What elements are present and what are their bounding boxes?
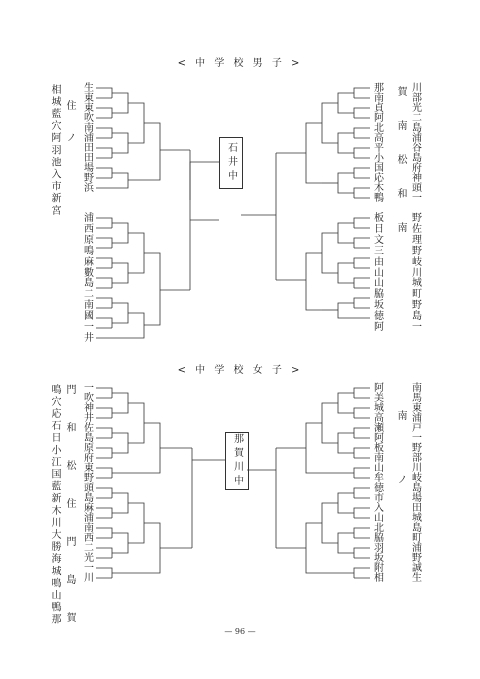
team-entry: 二 <box>84 289 94 301</box>
team-entry: 谷 <box>412 143 422 154</box>
team-entry: 一 <box>412 433 422 444</box>
team-entry: 島 <box>412 483 422 494</box>
team-entry: 板 <box>374 443 384 454</box>
boys-title: < 中 学 校 男 子 > <box>177 58 303 69</box>
team-entry: 生 <box>412 573 422 584</box>
team-entry: 一 <box>412 322 422 333</box>
team-entry: 城 <box>412 513 422 524</box>
team-entry: 東 <box>84 463 94 474</box>
team-entry: 一 <box>84 322 94 333</box>
team-entry: 一 <box>84 563 94 574</box>
team-entry: 脇 <box>374 289 384 301</box>
team-entry: 田 <box>84 143 94 154</box>
team-entry: 一 <box>412 193 422 204</box>
team-entry: 浦 <box>412 543 422 554</box>
team-entry: 麻 <box>84 503 94 514</box>
team-entry: 浜 <box>84 183 94 194</box>
team-entry: 佐 <box>412 223 422 235</box>
team-entry: 牟 <box>374 473 384 484</box>
team-entry: 南 <box>84 523 94 534</box>
team-entry: 吹 <box>84 393 94 404</box>
boys-right-mid: 賀 南 松 和 南 <box>395 86 406 239</box>
team-entry: 部 <box>412 453 422 464</box>
team-entry: 島 <box>84 433 94 444</box>
girls-left-prefix: 鳴穴応石日小江国藍新木川大勝海城鳴山鴨那 <box>49 384 60 626</box>
page-number: — 96 — <box>224 627 256 636</box>
team-entry: 瀬 <box>374 423 384 434</box>
team-entry: 阿 <box>374 433 384 444</box>
team-entry: 野 <box>84 473 94 484</box>
team-entry: 神 <box>412 173 422 184</box>
team-entry: 山 <box>374 463 384 474</box>
team-entry: 町 <box>412 533 422 544</box>
team-entry: 国 <box>374 163 384 174</box>
team-entry: 日 <box>374 223 384 235</box>
team-entry: 二 <box>412 113 422 124</box>
team-entry: 場 <box>412 493 422 504</box>
team-entry: 川 <box>412 267 422 279</box>
team-entry: 田 <box>84 153 94 164</box>
team-entry: 那 <box>374 83 384 94</box>
team-entry: 府 <box>84 453 94 464</box>
team-entry: 附 <box>374 563 384 574</box>
team-entry: 脇 <box>374 533 384 544</box>
team-entry: 二 <box>84 543 94 554</box>
team-entry: 坂 <box>374 300 384 312</box>
team-entry: 美 <box>374 393 384 404</box>
boys-left-prefix: 相城藍穴阿羽池入市新宮 <box>49 84 60 218</box>
team-entry: 文 <box>374 234 384 246</box>
team-entry: 理 <box>412 234 422 246</box>
team-entry: 野 <box>412 245 422 257</box>
team-entry: 山 <box>374 278 384 290</box>
boys-champion-box: 石井中 <box>219 137 243 189</box>
team-entry: 頭 <box>412 183 422 194</box>
team-entry: 城 <box>374 403 384 414</box>
team-entry: 岐 <box>412 473 422 484</box>
team-entry: 川 <box>84 573 94 584</box>
team-entry: 島 <box>412 311 422 323</box>
team-entry: 誠 <box>412 563 422 574</box>
team-entry: 浦 <box>84 133 94 144</box>
team-entry: 浦 <box>412 133 422 144</box>
girls-right-mid: 南 ノ <box>395 410 406 506</box>
team-entry: 西 <box>84 223 94 235</box>
team-entry: 南 <box>84 300 94 312</box>
team-entry: 阿 <box>374 383 384 394</box>
team-entry: 城 <box>412 278 422 290</box>
team-entry: 阿 <box>374 113 384 124</box>
team-entry: 野 <box>412 300 422 312</box>
team-entry: 南 <box>84 123 94 134</box>
team-entry: 野 <box>412 443 422 454</box>
team-entry: 応 <box>374 173 384 184</box>
girls-champion-box: 那賀川中 <box>225 432 249 490</box>
team-entry: 浦 <box>84 213 94 224</box>
team-entry: 南 <box>374 453 384 464</box>
team-entry: 佐 <box>84 423 94 434</box>
team-entry: 鳴 <box>84 245 94 257</box>
team-entry: 馬 <box>412 393 422 404</box>
team-entry: 原 <box>84 234 94 246</box>
team-entry: 數 <box>84 267 94 279</box>
team-entry: 山 <box>374 513 384 524</box>
team-entry: 小 <box>374 153 384 164</box>
team-entry: 部 <box>412 93 422 104</box>
team-entry: 戸 <box>412 423 422 434</box>
team-entry: 光 <box>84 553 94 564</box>
team-entry: 東 <box>84 103 94 114</box>
girls-left-prefix-mid: 門 和 松 住 門 島 賀 <box>64 384 75 631</box>
team-entry: 野 <box>84 173 94 184</box>
team-entry: 南 <box>374 93 384 104</box>
team-entry: 東 <box>84 93 94 104</box>
team-entry: 東 <box>412 403 422 414</box>
team-entry: 生 <box>84 83 94 94</box>
team-entry: 浦 <box>412 413 422 424</box>
team-entry: 島 <box>84 278 94 290</box>
team-entry: 三 <box>374 245 384 257</box>
team-entry: 坂 <box>374 553 384 564</box>
team-entry: 島 <box>412 123 422 134</box>
team-entry: 川 <box>412 83 422 94</box>
girls-title: < 中 学 校 女 子 > <box>177 365 303 376</box>
team-entry: 北 <box>374 123 384 134</box>
team-entry: 浦 <box>84 513 94 524</box>
team-entry: 貞 <box>374 103 384 114</box>
team-entry: 國 <box>84 311 94 323</box>
team-entry: 原 <box>84 443 94 454</box>
team-entry: 板 <box>374 213 384 224</box>
team-entry: 井 <box>84 413 94 424</box>
team-entry: 徳 <box>374 483 384 494</box>
team-entry: 由 <box>374 256 384 268</box>
team-entry: 川 <box>412 463 422 474</box>
team-entry: 阿 <box>374 322 384 333</box>
team-entry: 島 <box>84 493 94 504</box>
team-entry: 頭 <box>84 483 94 494</box>
boys-left-prefix-mid: 住 ノ <box>64 100 75 148</box>
team-entry: 南 <box>412 383 422 394</box>
team-entry: 羽 <box>374 543 384 554</box>
team-entry: 平 <box>374 143 384 154</box>
team-entry: 西 <box>84 533 94 544</box>
team-entry: 一 <box>84 383 94 394</box>
team-entry: 岐 <box>412 256 422 268</box>
team-entry: 野 <box>412 213 422 224</box>
team-entry: 山 <box>374 267 384 279</box>
team-entry: 入 <box>374 503 384 514</box>
team-entry: 野 <box>412 553 422 564</box>
team-entry: 府 <box>412 163 422 174</box>
team-entry: 高 <box>374 413 384 424</box>
team-entry: 神 <box>84 403 94 414</box>
team-entry: 徳 <box>374 311 384 323</box>
team-entry: 場 <box>84 163 94 174</box>
team-entry: 吹 <box>84 113 94 124</box>
team-entry: 井 <box>84 332 94 344</box>
team-entry: 相 <box>374 573 384 584</box>
team-entry: 高 <box>374 133 384 144</box>
team-entry: 光 <box>412 103 422 114</box>
team-entry: 町 <box>412 289 422 301</box>
team-entry: 麻 <box>84 256 94 268</box>
team-entry: 鴨 <box>374 193 384 204</box>
team-entry: 島 <box>412 523 422 534</box>
team-entry: 北 <box>374 523 384 534</box>
team-entry: 田 <box>412 503 422 514</box>
team-entry: 市 <box>374 493 384 504</box>
team-entry: 島 <box>412 153 422 164</box>
team-entry: 木 <box>374 183 384 194</box>
